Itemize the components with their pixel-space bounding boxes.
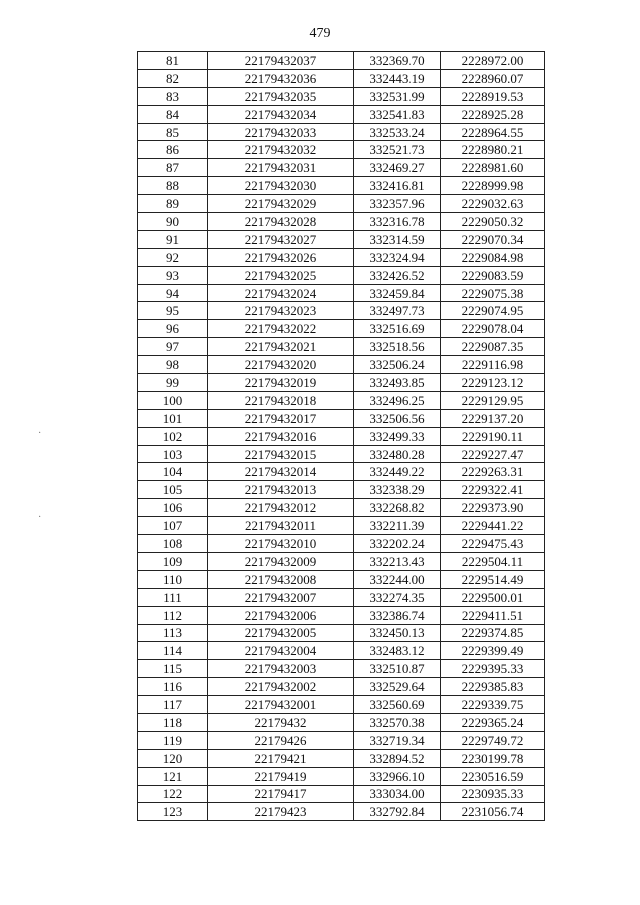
x-coordinate-cell: 332792.84	[354, 803, 441, 821]
row-number-cell: 92	[138, 248, 208, 266]
y-coordinate-cell: 2230199.78	[441, 749, 545, 767]
y-coordinate-cell: 2229129.95	[441, 391, 545, 409]
margin-mark: ·	[38, 428, 42, 439]
point-id-cell: 22179432014	[208, 463, 354, 481]
y-coordinate-cell: 2228960.07	[441, 69, 545, 87]
row-number-cell: 101	[138, 409, 208, 427]
point-id-cell: 22179432015	[208, 445, 354, 463]
table-row	[138, 552, 545, 570]
x-coordinate-cell: 332506.24	[354, 356, 441, 374]
row-number-cell: 112	[138, 606, 208, 624]
table-row	[138, 284, 545, 302]
row-number-cell: 117	[138, 696, 208, 714]
row-number-cell: 110	[138, 570, 208, 588]
row-number-cell: 115	[138, 660, 208, 678]
table-row	[138, 374, 545, 392]
table-row	[138, 105, 545, 123]
y-coordinate-cell: 2229263.31	[441, 463, 545, 481]
point-id-cell: 22179432012	[208, 499, 354, 517]
y-coordinate-cell: 2229137.20	[441, 409, 545, 427]
y-coordinate-cell: 2229749.72	[441, 731, 545, 749]
x-coordinate-cell: 332719.34	[354, 731, 441, 749]
y-coordinate-cell: 2229050.32	[441, 213, 545, 231]
x-coordinate-cell: 332496.25	[354, 391, 441, 409]
y-coordinate-cell: 2229365.24	[441, 713, 545, 731]
row-number-cell: 114	[138, 642, 208, 660]
point-id-cell: 22179419	[208, 767, 354, 785]
point-id-cell: 22179432004	[208, 642, 354, 660]
table-row	[138, 642, 545, 660]
table-row	[138, 445, 545, 463]
table-row	[138, 356, 545, 374]
point-id-cell: 22179432011	[208, 517, 354, 535]
coordinates-table	[137, 51, 545, 821]
x-coordinate-cell: 332531.99	[354, 87, 441, 105]
x-coordinate-cell: 332416.81	[354, 177, 441, 195]
y-coordinate-cell: 2229087.35	[441, 338, 545, 356]
x-coordinate-cell: 332518.56	[354, 338, 441, 356]
table-row	[138, 69, 545, 87]
x-coordinate-cell: 332529.64	[354, 678, 441, 696]
x-coordinate-cell: 332202.24	[354, 535, 441, 553]
point-id-cell: 22179426	[208, 731, 354, 749]
row-number-cell: 87	[138, 159, 208, 177]
table-row	[138, 696, 545, 714]
point-id-cell: 22179432022	[208, 320, 354, 338]
point-id-cell: 22179432009	[208, 552, 354, 570]
point-id-cell: 22179432026	[208, 248, 354, 266]
table-row	[138, 427, 545, 445]
table-row	[138, 87, 545, 105]
x-coordinate-cell: 332533.24	[354, 123, 441, 141]
y-coordinate-cell: 2228972.00	[441, 52, 545, 70]
row-number-cell: 81	[138, 52, 208, 70]
table-row	[138, 195, 545, 213]
point-id-cell: 22179432007	[208, 588, 354, 606]
row-number-cell: 88	[138, 177, 208, 195]
table-row	[138, 713, 545, 731]
row-number-cell: 104	[138, 463, 208, 481]
x-coordinate-cell: 332541.83	[354, 105, 441, 123]
table-row	[138, 767, 545, 785]
table-row	[138, 731, 545, 749]
row-number-cell: 94	[138, 284, 208, 302]
point-id-cell: 22179432020	[208, 356, 354, 374]
point-id-cell: 22179432006	[208, 606, 354, 624]
point-id-cell: 22179432021	[208, 338, 354, 356]
point-id-cell: 22179423	[208, 803, 354, 821]
point-id-cell: 22179417	[208, 785, 354, 803]
y-coordinate-cell: 2228999.98	[441, 177, 545, 195]
table-row	[138, 338, 545, 356]
y-coordinate-cell: 2228925.28	[441, 105, 545, 123]
row-number-cell: 100	[138, 391, 208, 409]
y-coordinate-cell: 2229441.22	[441, 517, 545, 535]
point-id-cell: 22179432	[208, 713, 354, 731]
x-coordinate-cell: 332443.19	[354, 69, 441, 87]
y-coordinate-cell: 2229032.63	[441, 195, 545, 213]
row-number-cell: 86	[138, 141, 208, 159]
row-number-cell: 91	[138, 230, 208, 248]
point-id-cell: 22179432010	[208, 535, 354, 553]
point-id-cell: 22179432027	[208, 230, 354, 248]
x-coordinate-cell: 332510.87	[354, 660, 441, 678]
x-coordinate-cell: 332966.10	[354, 767, 441, 785]
point-id-cell: 22179432005	[208, 624, 354, 642]
point-id-cell: 22179432028	[208, 213, 354, 231]
row-number-cell: 99	[138, 374, 208, 392]
table-row	[138, 391, 545, 409]
x-coordinate-cell: 332268.82	[354, 499, 441, 517]
x-coordinate-cell: 332499.33	[354, 427, 441, 445]
row-number-cell: 98	[138, 356, 208, 374]
x-coordinate-cell: 332316.78	[354, 213, 441, 231]
table-row	[138, 266, 545, 284]
row-number-cell: 95	[138, 302, 208, 320]
y-coordinate-cell: 2229070.34	[441, 230, 545, 248]
x-coordinate-cell: 332274.35	[354, 588, 441, 606]
table-row	[138, 624, 545, 642]
y-coordinate-cell: 2229227.47	[441, 445, 545, 463]
point-id-cell: 22179432031	[208, 159, 354, 177]
y-coordinate-cell: 2228981.60	[441, 159, 545, 177]
table-row	[138, 141, 545, 159]
row-number-cell: 96	[138, 320, 208, 338]
x-coordinate-cell: 332386.74	[354, 606, 441, 624]
table-row	[138, 177, 545, 195]
y-coordinate-cell: 2229411.51	[441, 606, 545, 624]
y-coordinate-cell: 2229339.75	[441, 696, 545, 714]
y-coordinate-cell: 2229074.95	[441, 302, 545, 320]
table-row	[138, 52, 545, 70]
point-id-cell: 22179432016	[208, 427, 354, 445]
point-id-cell: 22179432017	[208, 409, 354, 427]
x-coordinate-cell: 332244.00	[354, 570, 441, 588]
table-row	[138, 803, 545, 821]
row-number-cell: 93	[138, 266, 208, 284]
point-id-cell: 22179432024	[208, 284, 354, 302]
table-row	[138, 248, 545, 266]
row-number-cell: 103	[138, 445, 208, 463]
table-row	[138, 320, 545, 338]
row-number-cell: 102	[138, 427, 208, 445]
row-number-cell: 97	[138, 338, 208, 356]
row-number-cell: 123	[138, 803, 208, 821]
point-id-cell: 22179432032	[208, 141, 354, 159]
x-coordinate-cell: 332213.43	[354, 552, 441, 570]
row-number-cell: 105	[138, 481, 208, 499]
point-id-cell: 22179432036	[208, 69, 354, 87]
x-coordinate-cell: 332357.96	[354, 195, 441, 213]
x-coordinate-cell: 332314.59	[354, 230, 441, 248]
page-number: 479	[309, 26, 331, 41]
y-coordinate-cell: 2229385.83	[441, 678, 545, 696]
y-coordinate-cell: 2229190.11	[441, 427, 545, 445]
y-coordinate-cell: 2230935.33	[441, 785, 545, 803]
y-coordinate-cell: 2230516.59	[441, 767, 545, 785]
table-row	[138, 481, 545, 499]
y-coordinate-cell: 2231056.74	[441, 803, 545, 821]
point-id-cell: 22179432002	[208, 678, 354, 696]
y-coordinate-cell: 2229514.49	[441, 570, 545, 588]
row-number-cell: 89	[138, 195, 208, 213]
y-coordinate-cell: 2228919.53	[441, 87, 545, 105]
y-coordinate-cell: 2229078.04	[441, 320, 545, 338]
x-coordinate-cell: 332560.69	[354, 696, 441, 714]
point-id-cell: 22179432025	[208, 266, 354, 284]
point-id-cell: 22179432029	[208, 195, 354, 213]
point-id-cell: 22179432003	[208, 660, 354, 678]
x-coordinate-cell: 332516.69	[354, 320, 441, 338]
x-coordinate-cell: 332449.22	[354, 463, 441, 481]
table-row	[138, 230, 545, 248]
y-coordinate-cell: 2229322.41	[441, 481, 545, 499]
y-coordinate-cell: 2229504.11	[441, 552, 545, 570]
y-coordinate-cell: 2229399.49	[441, 642, 545, 660]
coordinates-table-body	[138, 52, 545, 821]
point-id-cell: 22179432019	[208, 374, 354, 392]
y-coordinate-cell: 2229395.33	[441, 660, 545, 678]
row-number-cell: 120	[138, 749, 208, 767]
x-coordinate-cell: 332480.28	[354, 445, 441, 463]
x-coordinate-cell: 332338.29	[354, 481, 441, 499]
row-number-cell: 111	[138, 588, 208, 606]
x-coordinate-cell: 332469.27	[354, 159, 441, 177]
y-coordinate-cell: 2229475.43	[441, 535, 545, 553]
y-coordinate-cell: 2229083.59	[441, 266, 545, 284]
row-number-cell: 121	[138, 767, 208, 785]
x-coordinate-cell: 332521.73	[354, 141, 441, 159]
table-row	[138, 463, 545, 481]
row-number-cell: 118	[138, 713, 208, 731]
y-coordinate-cell: 2229084.98	[441, 248, 545, 266]
x-coordinate-cell: 332369.70	[354, 52, 441, 70]
row-number-cell: 122	[138, 785, 208, 803]
row-number-cell: 85	[138, 123, 208, 141]
x-coordinate-cell: 332570.38	[354, 713, 441, 731]
x-coordinate-cell: 333034.00	[354, 785, 441, 803]
y-coordinate-cell: 2229123.12	[441, 374, 545, 392]
y-coordinate-cell: 2228964.55	[441, 123, 545, 141]
point-id-cell: 22179432033	[208, 123, 354, 141]
x-coordinate-cell: 332894.52	[354, 749, 441, 767]
y-coordinate-cell: 2229500.01	[441, 588, 545, 606]
table-row	[138, 123, 545, 141]
x-coordinate-cell: 332211.39	[354, 517, 441, 535]
point-id-cell: 22179432013	[208, 481, 354, 499]
table-row	[138, 499, 545, 517]
row-number-cell: 83	[138, 87, 208, 105]
point-id-cell: 22179432037	[208, 52, 354, 70]
margin-mark: ·	[38, 512, 42, 523]
table-row	[138, 749, 545, 767]
row-number-cell: 113	[138, 624, 208, 642]
x-coordinate-cell: 332324.94	[354, 248, 441, 266]
point-id-cell: 22179432034	[208, 105, 354, 123]
row-number-cell: 84	[138, 105, 208, 123]
row-number-cell: 107	[138, 517, 208, 535]
point-id-cell: 22179432018	[208, 391, 354, 409]
table-row	[138, 535, 545, 553]
y-coordinate-cell: 2229075.38	[441, 284, 545, 302]
table-row	[138, 159, 545, 177]
y-coordinate-cell: 2228980.21	[441, 141, 545, 159]
x-coordinate-cell: 332497.73	[354, 302, 441, 320]
x-coordinate-cell: 332483.12	[354, 642, 441, 660]
y-coordinate-cell: 2229373.90	[441, 499, 545, 517]
table-row	[138, 785, 545, 803]
x-coordinate-cell: 332426.52	[354, 266, 441, 284]
point-id-cell: 22179432001	[208, 696, 354, 714]
x-coordinate-cell: 332459.84	[354, 284, 441, 302]
table-row	[138, 678, 545, 696]
y-coordinate-cell: 2229374.85	[441, 624, 545, 642]
point-id-cell: 22179432008	[208, 570, 354, 588]
point-id-cell: 22179421	[208, 749, 354, 767]
row-number-cell: 119	[138, 731, 208, 749]
table-row	[138, 606, 545, 624]
row-number-cell: 109	[138, 552, 208, 570]
row-number-cell: 82	[138, 69, 208, 87]
table-row	[138, 409, 545, 427]
x-coordinate-cell: 332450.13	[354, 624, 441, 642]
point-id-cell: 22179432023	[208, 302, 354, 320]
table-row	[138, 588, 545, 606]
table-row	[138, 517, 545, 535]
row-number-cell: 108	[138, 535, 208, 553]
x-coordinate-cell: 332506.56	[354, 409, 441, 427]
table-row	[138, 660, 545, 678]
x-coordinate-cell: 332493.85	[354, 374, 441, 392]
table-row	[138, 570, 545, 588]
point-id-cell: 22179432035	[208, 87, 354, 105]
table-row	[138, 213, 545, 231]
row-number-cell: 106	[138, 499, 208, 517]
row-number-cell: 90	[138, 213, 208, 231]
y-coordinate-cell: 2229116.98	[441, 356, 545, 374]
row-number-cell: 116	[138, 678, 208, 696]
point-id-cell: 22179432030	[208, 177, 354, 195]
table-row	[138, 302, 545, 320]
